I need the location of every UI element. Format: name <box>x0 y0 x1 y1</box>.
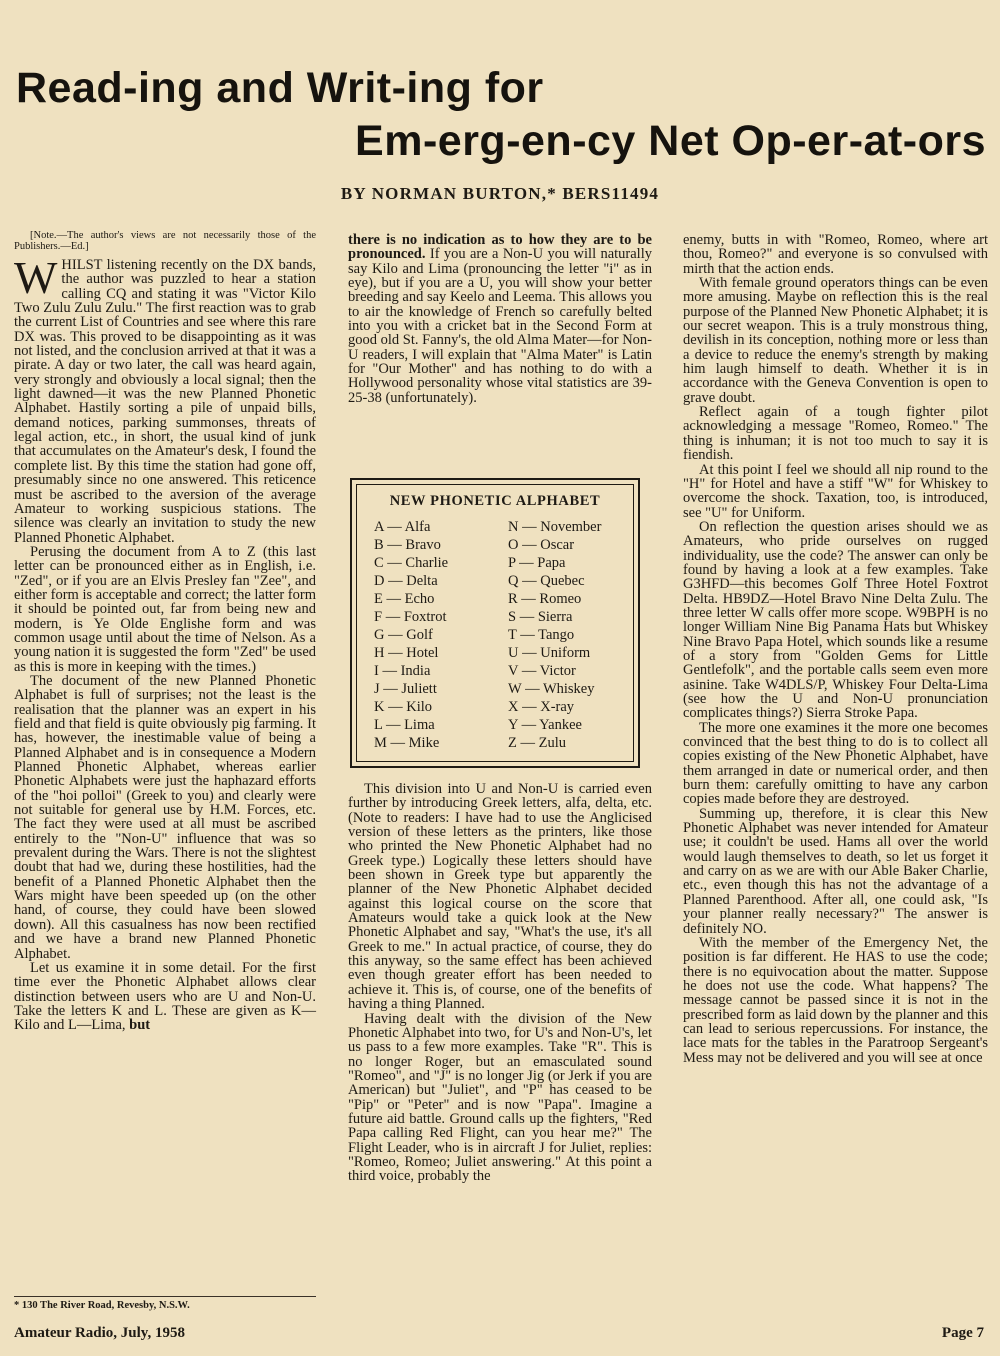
phonetic-dash: — <box>518 519 541 535</box>
phonetic-dash: — <box>382 609 404 625</box>
phonetic-word: Quebec <box>540 573 585 589</box>
phonetic-letter: D <box>374 573 385 589</box>
phonetic-list-right <box>508 518 601 752</box>
paragraph-10: Reflect again of a tough fighter pilot acknowledging a message "Romeo, Romeo." The thing is inhuman; it is not too much to say it is fiendish. <box>683 404 988 464</box>
paragraph-14: Summing up, therefore, it is clear this New Phonetic Alphabet was never intended for Amateur use; it couldn't be used. Hams all over the world would laugh themselves to death, so let us forget it and carry on as we are with our Able Baker Charlie, etc., even though this has not the advantage of a Planned Parenthood. After all, one could ask, "Is your planner really necessary?" The answer is definitely NO. <box>683 805 988 937</box>
phonetic-letter: O <box>508 537 519 553</box>
phonetic-word: Juliett <box>401 681 437 697</box>
phonetic-letter: J <box>374 681 380 697</box>
phonetic-dash: — <box>515 555 538 571</box>
phonetic-row <box>508 680 601 698</box>
phonetic-letter: P <box>508 555 516 571</box>
phonetic-word: Echo <box>404 591 435 607</box>
phonetic-dash: — <box>516 627 539 643</box>
phonetic-letter: E <box>374 591 383 607</box>
phonetic-dash: — <box>386 735 409 751</box>
phonetic-dash: — <box>379 681 402 697</box>
phonetic-row <box>508 662 601 680</box>
phonetic-dash: — <box>384 573 407 589</box>
phonetic-row <box>508 572 601 590</box>
paragraph-7: Having dealt with the division of the New Phonetic Alphabet into two, for U's and Non-U's, let us pass to a few more examples. Take "R". This is no longer Roger, but an emasculated sound "Romeo", and "J" is no longer Jig (or Jerk if you are American) but "Juliet", and "P" has ceased to be "Pip" or "Peter" and is now "Papa". Imagine a future aid battle. Ground calls up the fighters, "Red Papa calling Red Flight, can you hear me?" The Flight Leader, who is in aircraft J for Juliet, replies: "Romeo, Romeo; Juliet answering." At this point a third voice, probably the <box>348 1010 652 1185</box>
paragraph-6: This division into U and Non-U is carried even further by introducing Greek letters, alfa, delta, etc. (Note to readers: I have had to use the Anglicised version of these letters as the printers, like those who printed the New Phonetic Alphabet had no Greek type.) Logically these letters should have been shown in Greek type but apparently the planner of the New Phonetic Alphabet decided against this logical course on the score that Amateurs would take a quick look at the New Phonetic Alphabet and say, "What's the use, it's all Greek to me." In actual practice, of course, they do this anyway, so the same effect has been achieved even though greater effort has been needed to achieve it. This is, of course, one of the benefits of having a thing Planned. <box>348 781 652 1013</box>
column-1 <box>14 230 316 1033</box>
phonetic-row <box>508 716 601 734</box>
phonetic-row <box>508 608 601 626</box>
phonetic-letter: F <box>374 609 383 625</box>
column-2-top <box>348 233 652 405</box>
phonetic-row <box>374 644 448 662</box>
phonetic-dash: — <box>384 645 407 661</box>
phonetic-word: Oscar <box>540 537 575 553</box>
footer-page-number: Page 7 <box>941 1325 984 1341</box>
phonetic-row <box>374 554 448 572</box>
paragraph-5-text: If you are a Non-U you will naturally say Kilo and Lima (pronouncing the letter "i" as in eye), but if you are a U, you will show your better breeding and say Keelo and Leema. This allows you to air the knowledge of French so carefully belted into you with a cricket bat in the Second Form at good old St. Fanny's, the old Alma Mater—for Non-U readers, I will explain that "Alma Mater" is Latin for "Our Mother" and has nothing to do with a Hollywood personality whose vital statistics are 39-25-38 (unfortunately). <box>348 246 652 406</box>
column-2-bottom <box>348 782 652 1184</box>
paragraph-4-bold: but <box>129 1017 151 1034</box>
phonetic-alphabet-box <box>350 478 640 768</box>
paragraph-4 <box>14 961 316 1033</box>
paragraph-8: enemy, butts in with "Romeo, Romeo, where art thou, Romeo?" and everyone is so convulsed with mirth that the action ends. <box>683 232 988 277</box>
phonetic-dash: — <box>384 627 407 643</box>
phonetic-row <box>508 644 601 662</box>
phonetic-word: Bravo <box>405 537 441 553</box>
phonetic-letter: K <box>374 699 385 715</box>
phonetic-word: Zulu <box>538 735 566 751</box>
phonetic-word: November <box>540 519 602 535</box>
phonetic-letter: I <box>374 663 379 679</box>
phonetic-letter: L <box>374 717 383 733</box>
paragraph-3: The document of the new Planned Phonetic Alphabet is full of surprises; not the least is the realisation that the planner was an expert in his field and that field is quite obviously pig farming. It has, however, the inestimable value of being a Planned Alphabet and is in consequence a Modern Planned Phonetic Alphabet, whereas earlier Phonetic Alphabets were just the haphazard efforts of the "hoi polloi" (Greek to you) and clearly were not suitable for general use by H.M. Forces, etc. The fact they were used at all must be ascribed entirely to the "Non-U" influence that was so prevalent during the Wars. There is not the slightest doubt that had we, during these hostilities, had the benefit of a Planned Phonetic Alphabet then the Wars might have been speeded up (on the other hand, of course, they could have been slowed down). All this casualness has now been rectified and we have a brand new Planned Phonetic Alphabet. <box>14 672 316 962</box>
phonetic-row <box>374 608 448 626</box>
phonetic-word: Foxtrot <box>403 609 447 625</box>
phonetic-row <box>508 518 601 536</box>
phonetic-row <box>508 734 601 752</box>
article-title-line-1: Read-ing and Writ-ing for <box>16 64 544 112</box>
paragraph-1 <box>14 252 316 546</box>
phonetic-dash: — <box>521 681 543 697</box>
phonetic-letter: H <box>374 645 385 661</box>
phonetic-word: India <box>400 663 431 679</box>
phonetic-letter: N <box>508 519 519 535</box>
phonetic-word: Yankee <box>539 717 582 733</box>
phonetic-dash: — <box>383 555 406 571</box>
editor-note: [Note.—The author's views are not necessarily those of the Publishers.—Ed.] <box>14 230 316 252</box>
phonetic-word: Whiskey <box>542 681 595 697</box>
phonetic-row <box>374 680 448 698</box>
phonetic-letter: S <box>508 609 517 625</box>
phonetic-row <box>508 536 601 554</box>
phonetic-dash: — <box>383 519 405 535</box>
phonetic-row <box>374 572 448 590</box>
phonetic-dash: — <box>382 717 405 733</box>
paragraph-5 <box>348 233 652 405</box>
phonetic-row <box>374 518 448 536</box>
phonetic-word: Victor <box>539 663 576 679</box>
paragraph-1-text: HILST listening recently on the DX bands, the author was puzzled to hear a station calling CQ and stating it was "Victor Kilo Two Zulu Zulu Zulu." The first reaction was to grab the current List of Countries and see where this rare DX was. This proved to be disappointing as it was not listed, and the conclusion arrived at that it was a pirate. A day or two later, the call was heard again, very strongly and obviously a local signal; then the light dawned—it was the new Planned Phonetic Alphabet. Hastily sorting a pile of unpaid bills, demand notices, parking summonses, threats of legal action, etc., in short, the usual kind of junk that accumulates on the Amateur's desk, I found the complete list. By this time the station had gone off, presumably since no one answered. This reticence must be ascribed to the aversion of the average Amateur to working suspicious stations. The silence was clearly an invitation to study the new Planned Phonetic Alphabet. <box>14 257 316 546</box>
byline: BY NORMAN BURTON,* BERS11494 <box>340 184 660 203</box>
footnote: * 130 The River Road, Revesby, N.S.W. <box>14 1296 316 1311</box>
phonetic-dash: — <box>518 537 541 553</box>
phonetic-letter: U <box>508 645 519 661</box>
phonetic-word: Hotel <box>406 645 439 661</box>
phonetic-word: Romeo <box>539 591 582 607</box>
phonetic-dash: — <box>518 573 541 589</box>
phonetic-row <box>374 698 448 716</box>
phonetic-dash: — <box>516 609 538 625</box>
phonetic-letter: Z <box>508 735 517 751</box>
phonetic-dash: — <box>517 717 540 733</box>
phonetic-letter: G <box>374 627 385 643</box>
phonetic-letter: M <box>374 735 387 751</box>
phonetic-letter: X <box>508 699 519 715</box>
phonetic-dash: — <box>518 663 540 679</box>
phonetic-letter: C <box>374 555 384 571</box>
phonetic-row <box>374 734 448 752</box>
phonetic-row <box>374 626 448 644</box>
phonetic-alphabet-title: NEW PHONETIC ALPHABET <box>389 493 601 509</box>
phonetic-letter: A <box>374 519 384 535</box>
phonetic-letter: W <box>508 681 522 697</box>
phonetic-row <box>374 590 448 608</box>
footer-publication: Amateur Radio, July, 1958 <box>14 1325 185 1341</box>
phonetic-letter: V <box>508 663 519 679</box>
column-3 <box>683 233 988 1065</box>
phonetic-word: Sierra <box>537 609 573 625</box>
article-title-line-2: Em-erg-en-cy Net Op-er-at-ors <box>355 117 986 165</box>
paragraph-11: At this point I feel we should all nip round to the "H" for Hotel and have a stiff "W" for Whiskey to overcome the shock. Taxation, too, is introduced, see "U" for Uniform. <box>683 461 988 521</box>
phonetic-dash: — <box>378 663 401 679</box>
phonetic-dash: — <box>384 699 407 715</box>
paragraph-13: The more one examines it the more one becomes convinced that the best thing to do is to collect all copies existing of the New Phonetic Alphabet, have them arranged in date or numerical order, and then burn them: carefully omitting to have any carbon copies made before they are destroyed. <box>683 719 988 808</box>
phonetic-dash: — <box>382 591 405 607</box>
phonetic-dash: — <box>518 645 541 661</box>
phonetic-row <box>508 590 601 608</box>
phonetic-letter: R <box>508 591 518 607</box>
phonetic-dash: — <box>383 537 406 553</box>
phonetic-letter: Q <box>508 573 519 589</box>
phonetic-word: Tango <box>538 627 575 643</box>
phonetic-word: Charlie <box>405 555 449 571</box>
paragraph-12: On reflection the question arises should we as Amateurs, who pride ourselves on rugged individuality, use the code? The answer can only be found by having a look at a few examples. Take G3HFD—this becomes Golf Three Hotel Foxtrot Delta. HB9DZ—Hotel Bravo Nine Delta Zulu. The three letter W calls offer more scope. W9BPH is no longer William Nine Big Panama Hats but Whiskey Nine Bravo Papa Hotel, which sounds like a resume of a story from "Golden Gems for Little Gentlefolk", and the portable calls seem even more asinine. Take W4DLS/P, Whiskey Four Delta-Lima (see how the U and Non-U pronunciation complicates things?) Sierra Stroke Papa. <box>683 518 988 722</box>
phonetic-dash: — <box>516 735 539 751</box>
paragraph-15: With the member of the Emergency Net, the position is far different. He HAS to use the code; there is no equivocation about the matter. Suppose he does not use the code. What happens? The message cannot be passed since it is not in the prescribed form as laid down by the planner and this can lead to serious repercussions. For instance, the lace mats for the tables in the Paratroop Sergeant's Mess may not be delivered and you will see at once <box>683 934 988 1066</box>
phonetic-row <box>374 662 448 680</box>
phonetic-row <box>374 536 448 554</box>
phonetic-letter: T <box>508 627 517 643</box>
phonetic-letter: B <box>374 537 384 553</box>
phonetic-list-left <box>374 518 448 752</box>
phonetic-row <box>374 716 448 734</box>
paragraph-9: With female ground operators things can be even more amusing. Maybe on reflection this is the real purpose of the Planned New Phonetic Alphabet; it is our secret weapon. This is a truly monstrous thing, devilish in its conception, nothing more or less than a device to reduce the enemy's strength by making him laugh himself to death. Whether it is in accordance with the Geneva Convention is open to grave doubt. <box>683 275 988 406</box>
phonetic-word: Delta <box>406 573 438 589</box>
phonetic-letter: Y <box>508 717 518 733</box>
phonetic-word: Alfa <box>404 519 431 535</box>
phonetic-word: X-ray <box>540 699 575 715</box>
phonetic-word: Papa <box>537 555 566 571</box>
phonetic-row <box>508 698 601 716</box>
phonetic-word: Lima <box>404 717 435 733</box>
phonetic-dash: — <box>517 591 540 607</box>
phonetic-dash: — <box>518 699 541 715</box>
drop-cap: W <box>14 252 58 303</box>
paragraph-4-text: Let us examine it in some detail. For the first time ever the Phonetic Alphabet allows clear distinction between users who are U and Non-U. Take the letters K and L. These are given as K—Kilo and L—Lima, <box>14 959 316 1034</box>
phonetic-word: Kilo <box>406 699 433 715</box>
phonetic-row <box>508 626 601 644</box>
paragraph-5-bold: there is no indication as to how they are to be pronounced. <box>348 232 652 263</box>
paragraph-2: Perusing the document from A to Z (this last letter can be pronounced either as in English, i.e. "Zed", or if you are an Elvis Presley fan "Zee", and either form is acceptable and correct; the latter form it should be pointed out, far from being new and modern, is Ye Olde Englishe form and was common usage until about the time of Nelson. As a young nation it is suggested the form "Zed" be used as this is more in keeping with the times.) <box>14 543 316 675</box>
phonetic-word: Uniform <box>540 645 591 661</box>
phonetic-word: Golf <box>406 627 433 643</box>
phonetic-row <box>508 554 601 572</box>
phonetic-word: Mike <box>408 735 440 751</box>
